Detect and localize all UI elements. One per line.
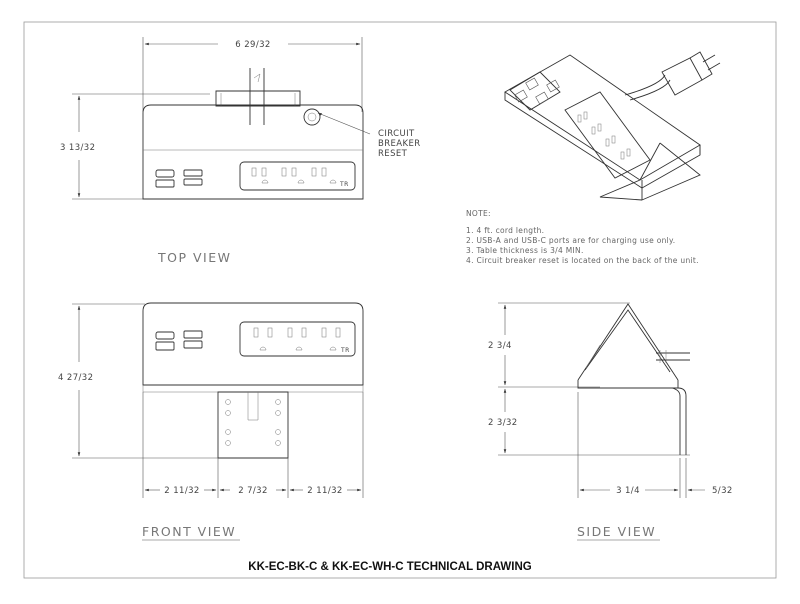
front-right-dimension: 2 11/32 (307, 486, 343, 496)
side-view-label: SIDE VIEW (577, 524, 657, 539)
top-tr-label: TR (340, 181, 349, 188)
top-width-dimension: 6 29/32 (235, 40, 271, 50)
side-offset-dimension: 5/32 (712, 486, 733, 496)
breaker-label-line2: BREAKER (378, 139, 421, 149)
drawing-title: KK-EC-BK-C & KK-EC-WH-C TECHNICAL DRAWING (248, 561, 532, 573)
side-view (488, 303, 733, 540)
notes-block (466, 209, 699, 265)
front-left-dimension: 2 11/32 (164, 486, 200, 496)
front-view-label: FRONT VIEW (142, 524, 237, 539)
breaker-label-line3: RESET (378, 149, 408, 159)
front-tr-label: TR (341, 347, 350, 354)
side-upper-dimension: 2 3/4 (488, 341, 512, 351)
top-view (60, 37, 421, 265)
notes-heading: NOTE: (466, 209, 491, 218)
breaker-label-line1: CIRCUIT (378, 129, 415, 139)
front-height-dimension: 4 27/32 (58, 373, 94, 383)
top-height-dimension: 3 13/32 (60, 143, 96, 153)
note-item: 1. 4 ft. cord length. (466, 226, 545, 235)
drawing-border (24, 22, 776, 578)
top-view-label: TOP VIEW (158, 250, 232, 265)
front-mid-dimension: 2 7/32 (238, 486, 268, 496)
side-depth-dimension: 3 1/4 (616, 486, 640, 496)
note-item: 3. Table thickness is 3/4 MIN. (466, 246, 584, 255)
side-lower-dimension: 2 3/32 (488, 418, 518, 428)
isometric-view (505, 52, 720, 200)
note-item: 4. Circuit breaker reset is located on the back of the unit. (466, 256, 699, 265)
note-item: 2. USB-A and USB-C ports are for charging use only. (466, 236, 676, 245)
front-view (58, 303, 363, 540)
